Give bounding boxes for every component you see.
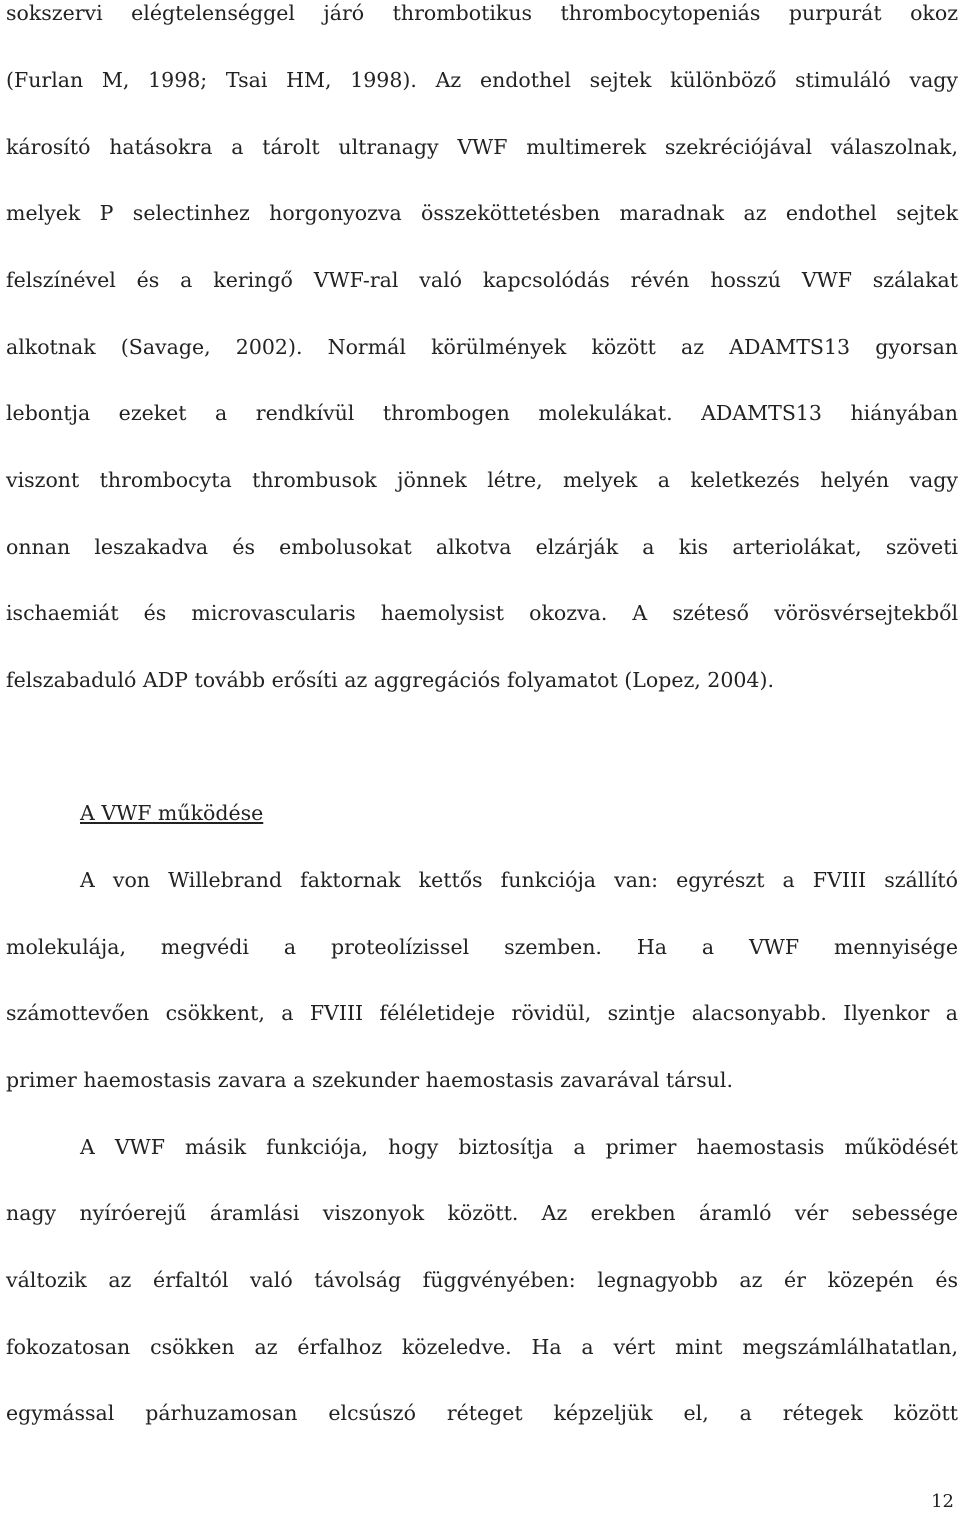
page-number: 12 bbox=[931, 1491, 954, 1512]
paragraph-1-line-4: melyek P selectinhez horgonyozva összeköttetésben maradnak az endothel sejtek bbox=[6, 201, 958, 225]
paragraph-1-line-7: lebontja ezeket a rendkívül thrombogen molekulákat. ADAMTS13 hiányában bbox=[6, 401, 958, 425]
paragraph-2-line-3: számottevően csökkent, a FVIII féléletideje rövidül, szintje alacsonyabb. Ilyenkor a bbox=[6, 1001, 958, 1025]
paragraph-3-line-2: nagy nyíróerejű áramlási viszonyok között. Az erekben áramló vér sebessége bbox=[6, 1201, 958, 1225]
paragraph-3-line-1: A VWF másik funkciója, hogy biztosítja a primer haemostasis működését bbox=[80, 1135, 958, 1159]
paragraph-1-line-8: viszont thrombocyta thrombusok jönnek létre, melyek a keletkezés helyén vagy bbox=[6, 468, 958, 492]
paragraph-3-line-4: fokozatosan csökken az érfalhoz közeledve. Ha a vért mint megszámlálhatatlan, bbox=[6, 1335, 958, 1359]
paragraph-1-line-5: felszínével és a keringő VWF-ral való kapcsolódás révén hosszú VWF szálakat bbox=[6, 268, 958, 292]
paragraph-1-line-1: sokszervi elégtelenséggel járó thrombotikus thrombocytopeniás purpurát okoz bbox=[6, 1, 958, 25]
paragraph-3-line-5: egymással párhuzamosan elcsúszó réteget képzeljük el, a rétegek között bbox=[6, 1401, 958, 1425]
paragraph-1-line-10: ischaemiát és microvascularis haemolysist okozva. A széteső vörösvérsejtekből bbox=[6, 601, 958, 625]
paragraph-2-line-4: primer haemostasis zavara a szekunder haemostasis zavarával társul. bbox=[6, 1068, 733, 1092]
section-heading: A VWF működése bbox=[80, 801, 264, 825]
paragraph-2-line-2: molekulája, megvédi a proteolízissel szemben. Ha a VWF mennyisége bbox=[6, 935, 958, 959]
paragraph-3-line-3: változik az érfaltól való távolság függvényében: legnagyobb az ér közepén és bbox=[6, 1268, 958, 1292]
paragraph-1-line-6: alkotnak (Savage, 2002). Normál körülmények között az ADAMTS13 gyorsan bbox=[6, 335, 958, 359]
paragraph-1-line-3: károsító hatásokra a tárolt ultranagy VWF multimerek szekréciójával válaszolnak, bbox=[6, 135, 958, 159]
paragraph-2-line-1: A von Willebrand faktornak kettős funkciója van: egyrészt a FVIII szállító bbox=[80, 868, 958, 892]
paragraph-1-line-9: onnan leszakadva és embolusokat alkotva elzárják a kis arteriolákat, szöveti bbox=[6, 535, 958, 559]
paragraph-1-line-2: (Furlan M, 1998; Tsai HM, 1998). Az endothel sejtek különböző stimuláló vagy bbox=[6, 68, 958, 92]
paragraph-1-line-11: felszabaduló ADP tovább erősíti az aggregációs folyamatot (Lopez, 2004). bbox=[6, 668, 774, 692]
